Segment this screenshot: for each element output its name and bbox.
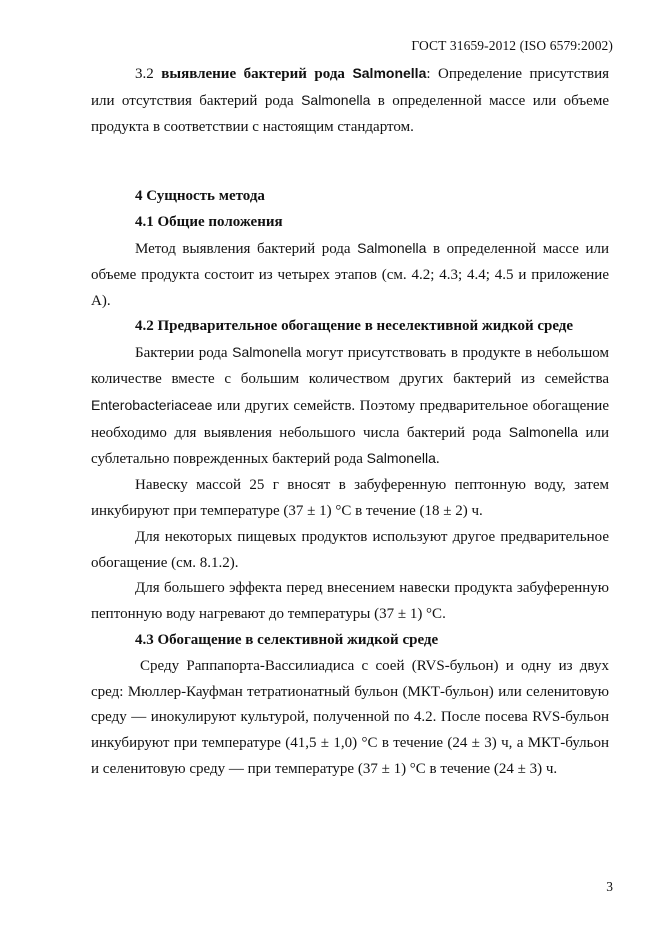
document-header: ГОСТ 31659-2012 (ISO 6579:2002) — [411, 38, 613, 53]
section-4-1-paragraph: Метод выявления бактерий рода Salmonella в определенной массе или объеме продукта состоит из четырех этапов (см. 4.2; 4.3; 4.4; 4.5 и приложение А). — [91, 239, 609, 309]
section-4-2-title: 4.2 Предварительное обогащение в неселективной жидкой среде — [135, 318, 574, 335]
section-4-2-paragraph-4: Для большего эффекта перед внесением навески продукта забуференную пептонную воду нагревают до температуры (37 ± 1) °C. — [91, 580, 609, 623]
section-4-2-paragraph-2: Навеску массой 25 г вносят в забуференную пептонную воду, затем инкубируют при температуре (37 ± 1) °C в течение (18 ± 2) ч. — [91, 477, 609, 519]
section-4-title: 4 Сущность метода — [135, 188, 265, 205]
section-4-3-paragraph: Среду Раппапорта-Вассилиадиса с соей (RVS-бульон) и одну из двух сред: Мюллер-Кауфман тетратионатный бульон (МКТ-бульон) или селенитовую среду — инокулируют культурой, полученной по 4.2. После посева RVS-бульон инкубируют при температуре (41,5 ± 1,0) °C в течение (24 ± 3) ч, а МКТ-бульон и селенитовую среду — при температуре (37 ± 1) °C в течение (24 ± 3) ч. — [91, 657, 609, 777]
page-number: 3 — [606, 879, 613, 894]
section-4-3-title: 4.3 Обогащение в селективной жидкой среде — [135, 631, 439, 648]
definition-number: 3.2 — [135, 66, 162, 82]
definition-term: выявление бактерий рода Salmonella — [161, 65, 427, 82]
page-content — [91, 61, 609, 783]
definition-3-2: 3.2 выявление бактерий рода Salmonella: Определение присутствия или отсутствия бактерий рода Salmonella в определенной массе или объеме продукта в соответствии с настоящим стандартом. — [91, 65, 609, 135]
section-4-1-title: 4.1 Общие положения — [135, 214, 283, 231]
section-4-2-paragraph-3: Для некоторых пищевых продуктов используют другое предварительное обогащение (см. 8.1.2). — [91, 528, 609, 571]
spacer — [91, 140, 609, 184]
section-4-2-paragraph-1: Бактерии рода Salmonella могут присутствовать в продукте в небольшом количестве вместе с большим количеством других бактерий из семейства Enterobacteriaceae или других семейств. Поэтому предварительное обогащение необходимо для выявления небольшого числа бактерий рода Salmonella или сублетально поврежденных бактерий рода Salmonella. — [91, 344, 609, 468]
